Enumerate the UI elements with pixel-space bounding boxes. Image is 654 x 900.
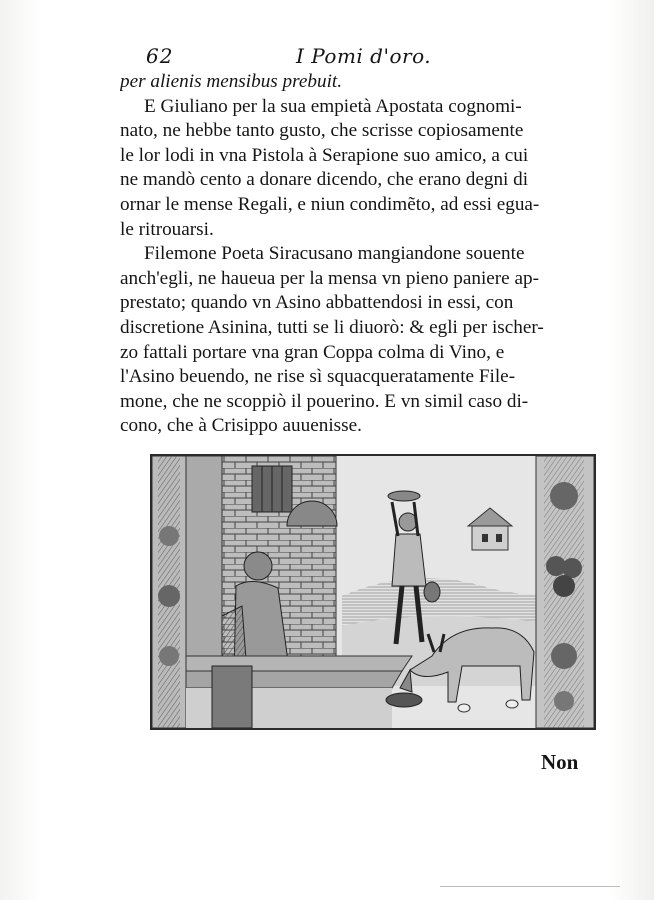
- running-title: I Pomi d'oro.: [296, 44, 432, 68]
- text-line: le lor lodi in vna Pistola à Serapione suo amico, a cui: [120, 144, 529, 166]
- text-line: Filemone Poeta Siracusano mangiandone souente: [144, 243, 525, 265]
- text-line: anch'egli, ne haueua per la mensa vn pieno paniere ap-: [120, 267, 539, 289]
- body-text: [120, 70, 624, 439]
- text-line: ornar le mense Regali, e niun condimẽto, ad essi egua-: [120, 193, 540, 215]
- text-line: nato, ne hebbe tanto gusto, che scrisse copiosamente: [120, 120, 524, 142]
- text-line: cono, che à Crisippo auuenisse.: [120, 415, 362, 437]
- text-line: le ritrouarsi.: [120, 218, 214, 240]
- text-line: l'Asino beuendo, ne rise sì squacqueratamente File-: [120, 366, 516, 388]
- text-line: E Giuliano per la sua empietà Apostata cognomi-: [144, 95, 522, 117]
- page-number: 62: [146, 44, 174, 68]
- text-line: prestato; quando vn Asino abbattendosi in essi, con: [120, 292, 514, 314]
- text-line: per alienis mensibus prebuit.: [120, 71, 343, 92]
- text-line: ne mandò cento a donare dicendo, che erano degni di: [120, 169, 529, 191]
- text-line: discretione Asinina, tutti se li diuorò: & egli per ischer-: [120, 316, 544, 338]
- woodcut-illustration: [150, 454, 596, 730]
- right-ornament-column: [536, 456, 594, 728]
- bottom-rule: [440, 886, 620, 887]
- left-ornament-column: [152, 456, 186, 728]
- catchword: Non: [541, 750, 579, 774]
- text-line: mone, che ne scoppiò il pouerino. E vn simil caso di-: [120, 390, 529, 412]
- text-line: zo fattali portare vna gran Coppa colma di Vino, e: [120, 341, 505, 363]
- woodcut-drawing: [152, 456, 594, 728]
